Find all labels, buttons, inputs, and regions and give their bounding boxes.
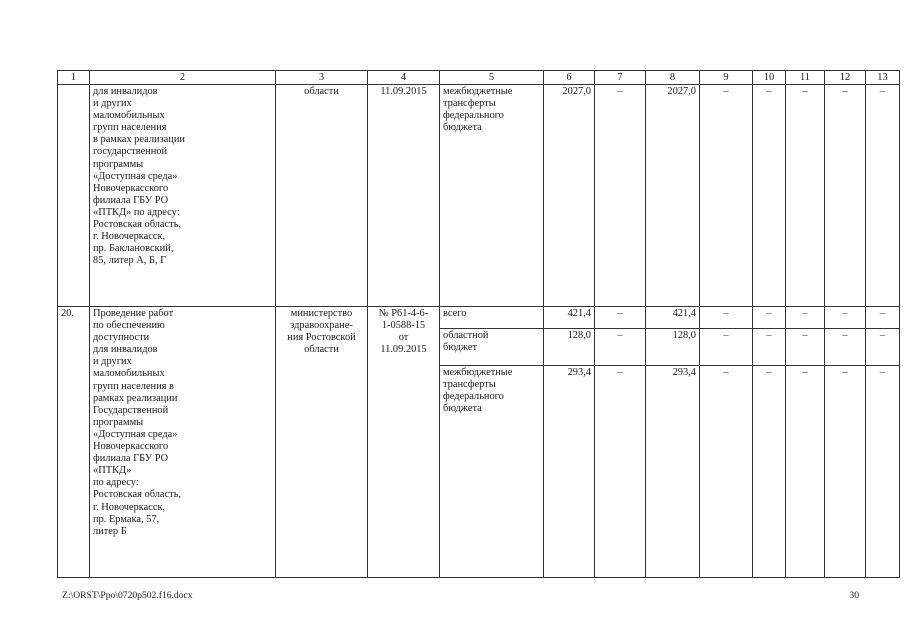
executor-cell: области (276, 85, 368, 307)
value-cell: – (753, 85, 786, 307)
value-cell: – (866, 85, 900, 307)
value-cell: – (753, 307, 786, 329)
header-cell: 6 (544, 71, 595, 85)
work-description-cell: Проведение работ по обеспечению доступности для инвалидов и других маломобильных групп населения в рамках реализации Государственной программы «Доступная среда» Новочеркасского филиала ГБУ РО «ПТКД» по адресу: Ростовская область, г. Новочеркасск, пр. Ермака, 57, литер Б (90, 307, 276, 578)
value-cell: – (700, 329, 753, 366)
value-cell: – (700, 85, 753, 307)
value-cell: – (595, 85, 646, 307)
value-cell: – (786, 329, 825, 366)
table-row-continuation (58, 85, 900, 307)
value-cell: 293,4 (544, 366, 595, 578)
value-cell: – (825, 85, 866, 307)
work-description-cell: для инвалидов и других маломобильных групп населения в рамках реализации государственной программы «Доступная среда» Новочеркасского филиала ГБУ РО «ПТКД» по адресу: Ростовская область, г. Новочеркасск, пр. Баклановский, 85, литер А, Б, Г (90, 85, 276, 307)
value-cell: 128,0 (646, 329, 700, 366)
value-cell: 2027,0 (646, 85, 700, 307)
value-cell: 2027,0 (544, 85, 595, 307)
header-cell: 11 (786, 71, 825, 85)
agreement-cell: 11.09.2015 (368, 85, 440, 307)
header-cell: 4 (368, 71, 440, 85)
value-cell: – (825, 366, 866, 578)
file-path: Z:\ORST\Ppo\0720p502.f16.docx (62, 590, 193, 601)
value-cell: – (825, 329, 866, 366)
budget-table (57, 70, 900, 578)
funding-source-cell: межбюджетные трансферты федерального бюджета (440, 366, 544, 578)
header-cell: 5 (440, 71, 544, 85)
value-cell: – (595, 307, 646, 329)
value-cell: – (700, 366, 753, 578)
agreement-cell: № Р61-4-6- 1-0588-15 от 11.09.2015 (368, 307, 440, 578)
page-number: 30 (849, 590, 859, 601)
header-cell: 12 (825, 71, 866, 85)
value-cell: 128,0 (544, 329, 595, 366)
funding-source-cell: областной бюджет (440, 329, 544, 366)
value-cell: – (866, 329, 900, 366)
value-cell: – (866, 366, 900, 578)
header-cell: 13 (866, 71, 900, 85)
value-cell: – (786, 366, 825, 578)
header-cell: 8 (646, 71, 700, 85)
value-cell: – (866, 307, 900, 329)
value-cell: – (595, 329, 646, 366)
row-number-cell: 20. (58, 307, 90, 578)
value-cell: – (753, 366, 786, 578)
header-cell: 2 (90, 71, 276, 85)
funding-source-cell: межбюджетные трансферты федерального бюджета (440, 85, 544, 307)
header-cell: 10 (753, 71, 786, 85)
value-cell: 421,4 (646, 307, 700, 329)
executor-cell: министерство здравоохране- ния Ростовской области (276, 307, 368, 578)
value-cell: 293,4 (646, 366, 700, 578)
value-cell: 421,4 (544, 307, 595, 329)
value-cell: – (753, 329, 786, 366)
header-cell: 7 (595, 71, 646, 85)
value-cell: – (786, 307, 825, 329)
row-number-cell (58, 85, 90, 307)
value-cell: – (700, 307, 753, 329)
header-row (58, 71, 900, 85)
header-cell: 1 (58, 71, 90, 85)
funding-source-cell: всего (440, 307, 544, 329)
header-cell: 3 (276, 71, 368, 85)
value-cell: – (786, 85, 825, 307)
table-row-20-total (58, 307, 900, 329)
value-cell: – (595, 366, 646, 578)
header-cell: 9 (700, 71, 753, 85)
value-cell: – (825, 307, 866, 329)
